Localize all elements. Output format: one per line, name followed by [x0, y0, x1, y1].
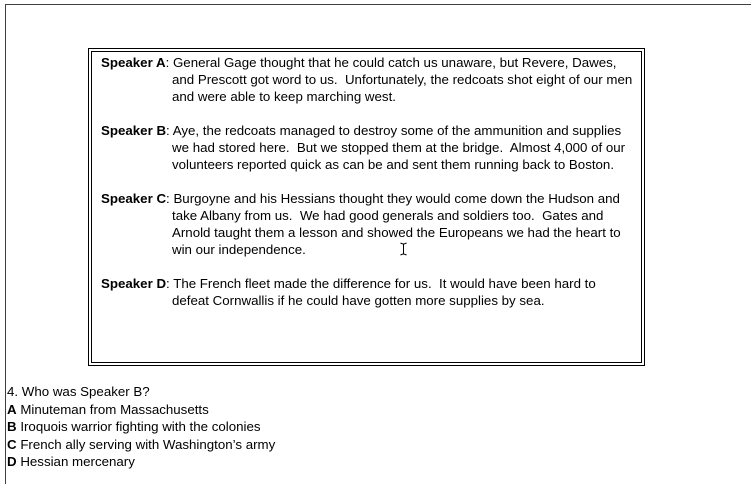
speaker-a-label: Speaker A — [101, 55, 166, 70]
speakers-passage-text-area[interactable] — [91, 51, 642, 363]
answer-option-d-letter: D — [7, 454, 17, 470]
answer-option-b — [7, 418, 275, 436]
speakers-passage-box — [88, 48, 645, 366]
answer-option-c — [7, 436, 275, 454]
speaker-c-text: Burgoyne and his Hessians thought they would come down the Hudson and take Albany from us. We had good generals and soldiers too. Gates and Arnold taught them a lesson and showed the Europeans we had the heart to win our independence. — [172, 191, 625, 257]
speaker-b-text: Aye, the redcoats managed to destroy some of the ammunition and supplies we had stored here. But we stopped them at the bridge. Almost 4,000 of our volunteers reported quick as can be and sent them running back to Boston. — [172, 123, 629, 172]
speaker-a-text: General Gage thought that he could catch us unaware, but Revere, Dawes, and Prescott got word to us. Unfortunately, the redcoats shot eight of our men and were able to keep marching west. — [172, 55, 636, 104]
speaker-d-text: The French fleet made the difference for us. It would have been hard to defeat Cornwallis if he could have gotten more supplies by sea. — [172, 276, 600, 308]
speaker-a-separator: : — [165, 55, 173, 70]
question-prompt: 4. Who was Speaker B? — [7, 384, 150, 399]
speaker-b-paragraph — [101, 122, 635, 173]
answer-option-a — [7, 401, 275, 419]
speaker-b-separator: : — [166, 123, 173, 138]
answer-option-d-text: Hessian mercenary — [20, 454, 135, 470]
answer-option-b-letter: B — [7, 419, 17, 435]
speaker-b-label: Speaker B — [101, 123, 167, 138]
answer-option-a-text: Minuteman from Massachusetts — [20, 401, 209, 417]
answer-option-d — [7, 453, 275, 471]
answer-option-b-text: Iroquois warrior fighting with the colonies — [20, 419, 261, 435]
speaker-d-paragraph — [101, 275, 635, 309]
speaker-c-paragraph — [101, 190, 635, 258]
speaker-c-label: Speaker C — [101, 191, 167, 206]
question-block — [7, 383, 275, 471]
answer-option-a-letter: A — [7, 401, 17, 417]
speaker-c-separator: : — [166, 191, 174, 206]
speaker-a-paragraph — [101, 54, 635, 105]
answer-option-c-letter: C — [7, 436, 17, 452]
speaker-d-label: Speaker D — [101, 276, 167, 291]
answer-option-c-text: French ally serving with Washington’s army — [20, 436, 276, 452]
speaker-d-separator: : — [166, 276, 174, 291]
